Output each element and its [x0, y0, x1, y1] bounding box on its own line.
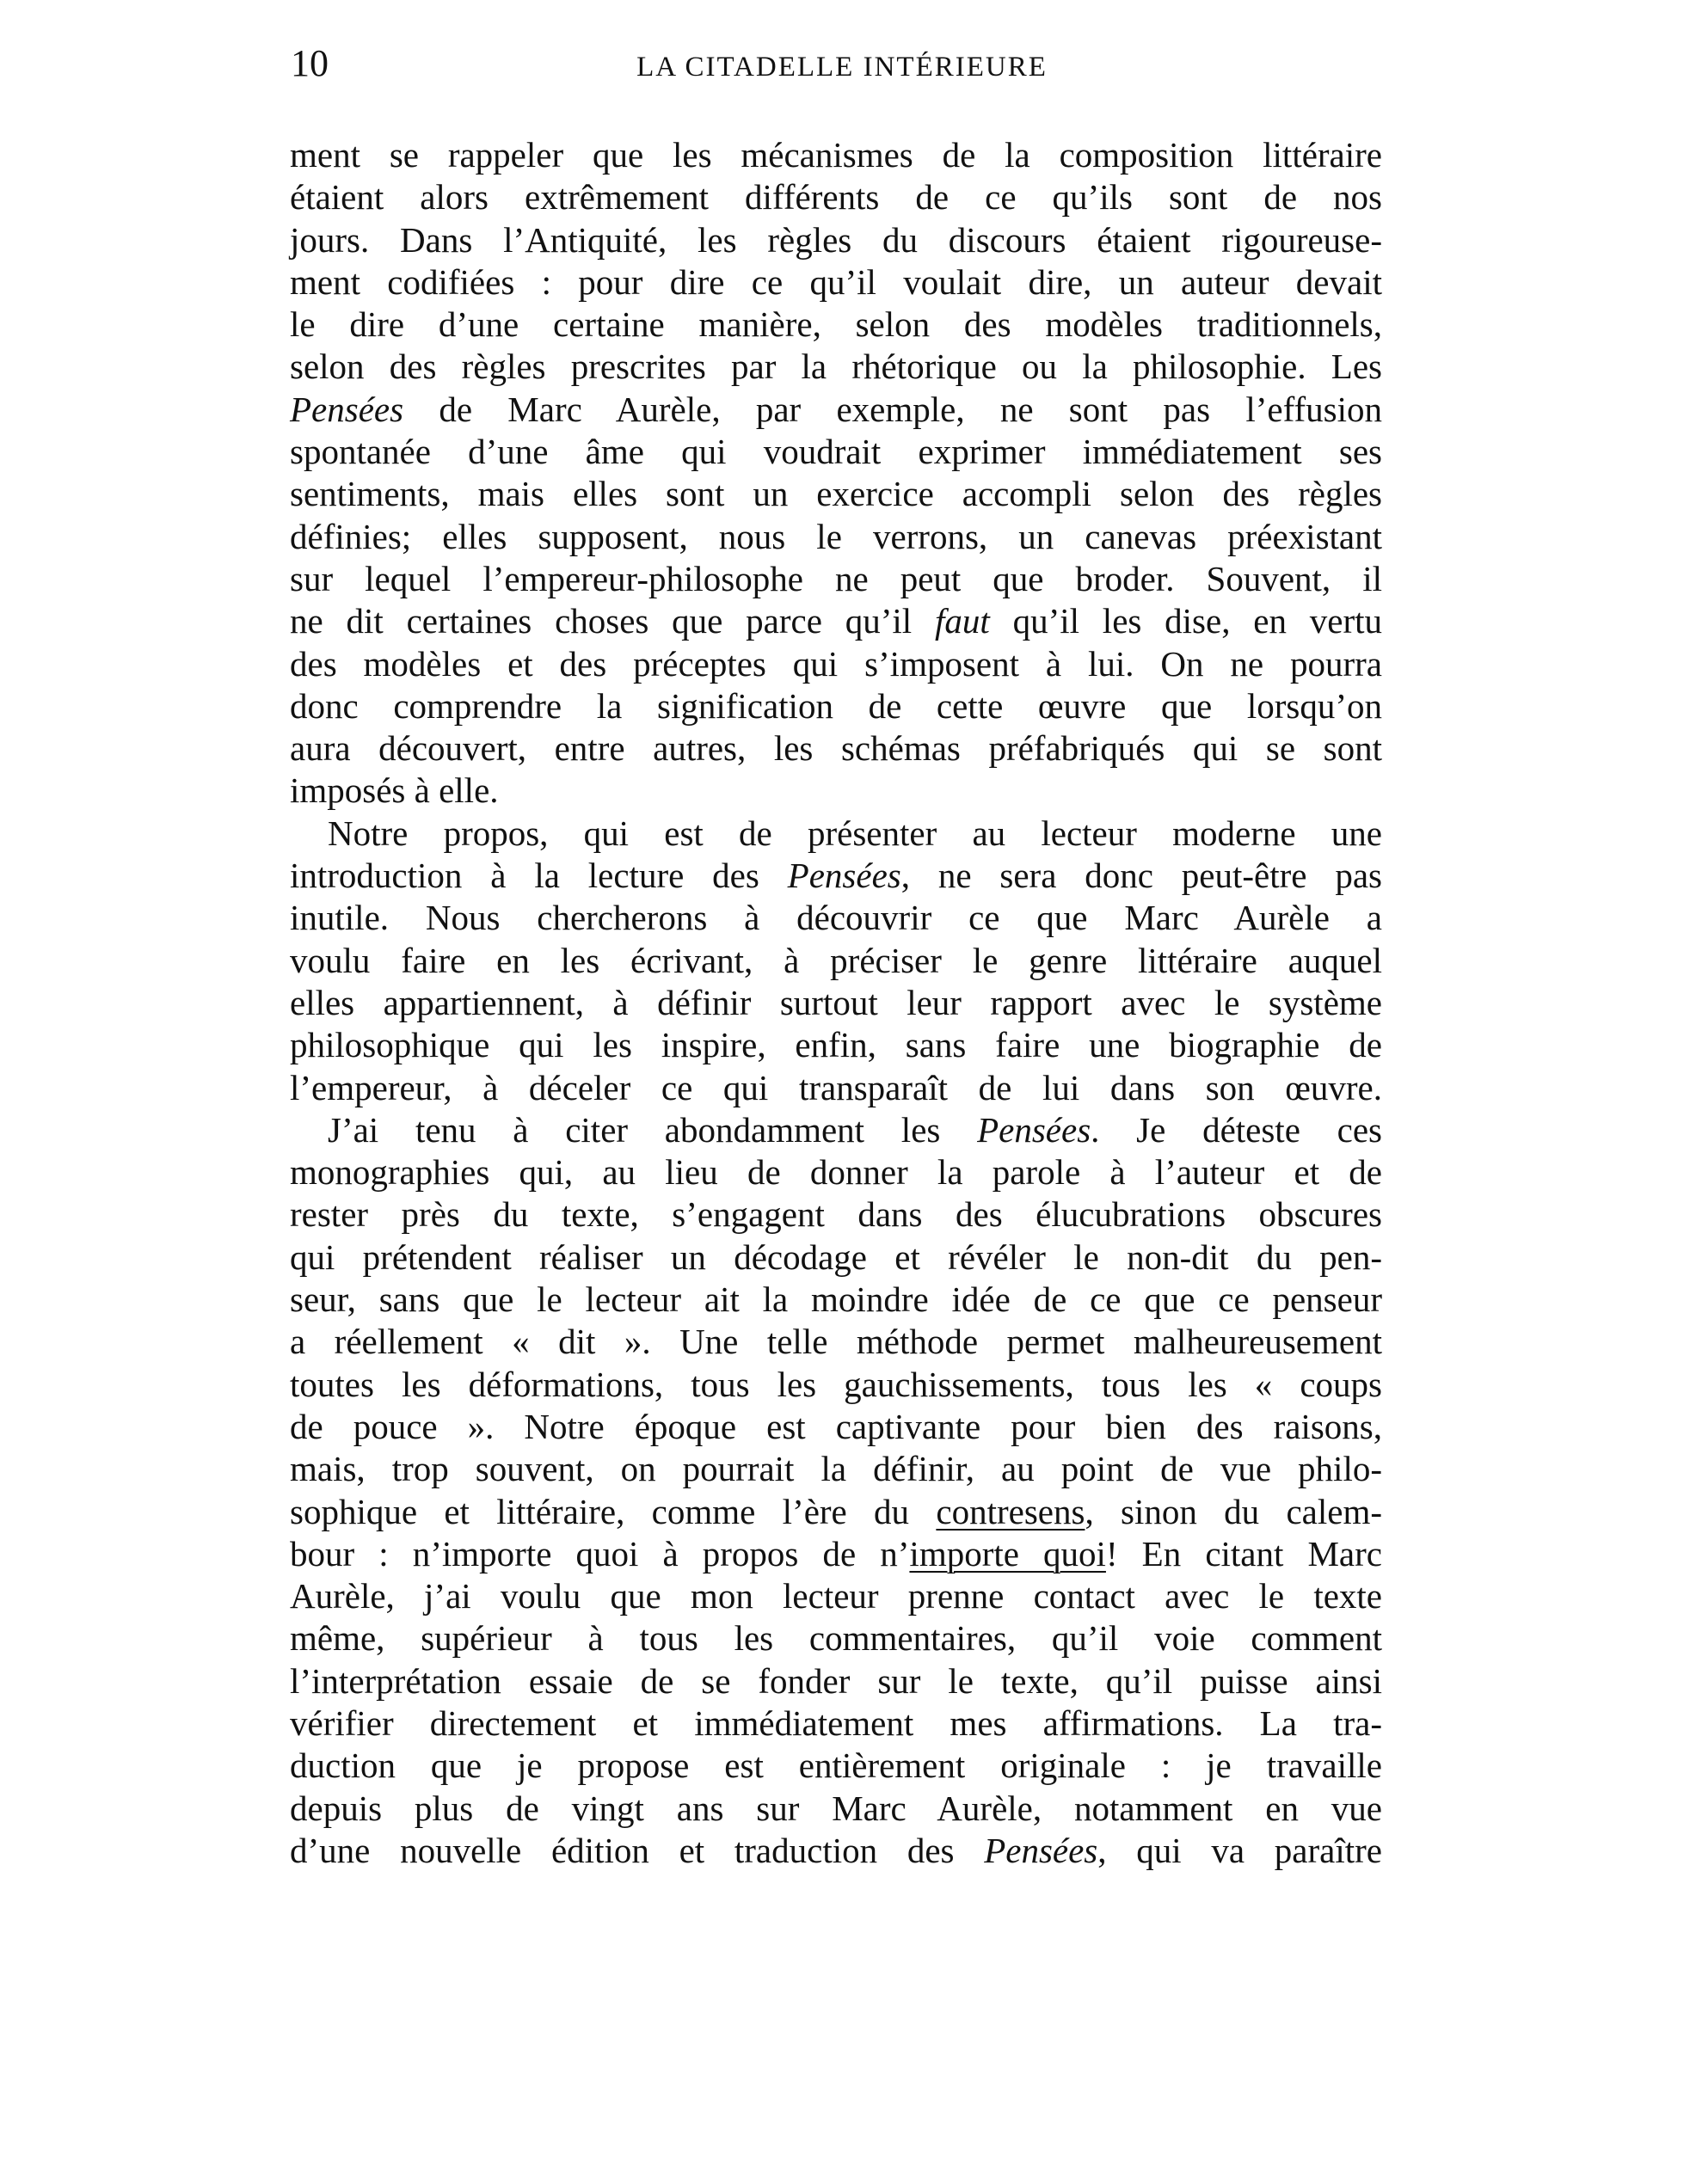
text-span: spontanée d’une âme qui voudrait exprimer immédiatement ses	[290, 432, 1382, 472]
text-line	[290, 1279, 1382, 1321]
underlined-text: contresens	[936, 1491, 1085, 1531]
text-span: Aurèle, j’ai voulu que mon lecteur prenne contact avec le texte	[290, 1576, 1382, 1617]
underlined-text: importe quoi	[909, 1533, 1106, 1574]
text-line	[290, 473, 1382, 515]
text-span: le dire d’une certaine manière, selon des modèles traditionnels,	[290, 304, 1382, 345]
text-span: monographies qui, au lieu de donner la parole à l’auteur et de	[290, 1152, 1382, 1193]
text-line	[290, 1067, 1382, 1109]
text-line	[290, 770, 1382, 812]
text-span: sur lequel l’empereur-philosophe ne peut que broder. Souvent, il	[290, 558, 1382, 598]
text-line	[290, 1024, 1382, 1066]
text-span: seur, sans que le lecteur ait la moindre idée de ce que ce penseur	[290, 1279, 1382, 1320]
text-line	[290, 431, 1382, 473]
text-line	[290, 727, 1382, 770]
text-line	[290, 516, 1382, 558]
text-line	[290, 855, 1382, 897]
text-span: ne dit certaines choses que parce qu’il	[290, 601, 935, 641]
text-span: rester près du texte, s’engagent dans des élucubrations obscures	[290, 1194, 1382, 1235]
text-line	[290, 897, 1382, 939]
text-line	[290, 1236, 1382, 1279]
text-line	[290, 940, 1382, 982]
text-span: sophique et littéraire, comme l’ère du	[290, 1491, 937, 1531]
text-span: . Je déteste ces	[1091, 1109, 1382, 1150]
text-line	[290, 1193, 1382, 1236]
text-line	[290, 982, 1382, 1024]
text-span: ment codifiées : pour dire ce qu’il voulait dire, un auteur devait	[290, 261, 1382, 302]
text-span: inutile. Nous chercherons à découvrir ce que Marc Aurèle a	[290, 898, 1382, 938]
text-span: duction que je propose est entièrement originale : je travaille	[290, 1745, 1382, 1786]
text-line	[290, 389, 1382, 431]
text-span: qui prétendent réaliser un décodage et révéler le non-dit du pen-	[290, 1236, 1382, 1277]
text-span: sentiments, mais elles sont un exercice accompli selon des règles	[290, 474, 1382, 514]
text-span: ment se rappeler que les mécanismes de la composition littéraire	[290, 135, 1382, 175]
text-line	[290, 1109, 1382, 1151]
text-span: l’empereur, à déceler ce qui transparaît de lui dans son œuvre.	[290, 1067, 1382, 1107]
text-span: imposés à elle.	[290, 770, 499, 811]
text-span: des modèles et des préceptes qui s’imposent à lui. On ne pourra	[290, 643, 1382, 684]
text-span: d’une nouvelle édition et traduction des	[290, 1830, 985, 1870]
text-span: a réellement « dit ». Une telle méthode permet malheureusement	[290, 1322, 1382, 1362]
text-line	[290, 134, 1382, 176]
text-span: ! En citant Marc	[1105, 1533, 1382, 1574]
body-text	[290, 134, 1382, 1872]
text-span: introduction à la lecture des	[290, 856, 788, 896]
text-span: , qui va paraître	[1097, 1830, 1382, 1870]
text-span: voulu faire en les écrivant, à préciser le genre littéraire auquel	[290, 940, 1382, 980]
text-span: toutes les déformations, tous les gauchissements, tous les « coups	[290, 1364, 1382, 1404]
text-line	[290, 1406, 1382, 1448]
text-line	[290, 813, 1382, 855]
text-line	[290, 1533, 1382, 1575]
italic-text: Pensées	[787, 856, 901, 896]
text-span: même, supérieur à tous les commentaires, qu’il voie comment	[290, 1618, 1382, 1659]
text-line	[290, 1660, 1382, 1702]
text-span: l’interprétation essaie de se fonder sur le texte, qu’il puisse ainsi	[290, 1660, 1382, 1701]
text-span: elles appartiennent, à définir surtout leur rapport avec le système	[290, 982, 1382, 1022]
text-line	[290, 346, 1382, 388]
text-line	[290, 176, 1382, 218]
text-line	[290, 1745, 1382, 1787]
text-span: depuis plus de vingt ans sur Marc Aurèle, notamment en vue	[290, 1788, 1382, 1828]
text-line	[290, 1448, 1382, 1490]
text-line	[290, 261, 1382, 304]
text-line	[290, 1702, 1382, 1745]
text-span: , ne sera donc peut-être pas	[900, 856, 1382, 896]
text-span: vérifier directement et immédiatement mes affirmations. La tra-	[290, 1702, 1382, 1743]
text-span: de Marc Aurèle, par exemple, ne sont pas l’effusion	[403, 389, 1382, 429]
text-line	[290, 1830, 1382, 1872]
text-line	[290, 558, 1382, 600]
text-span: selon des règles prescrites par la rhétorique ou la philosophie. Les	[290, 347, 1382, 387]
text-span: , sinon du calem-	[1085, 1491, 1382, 1531]
text-span: de pouce ». Notre époque est captivante pour bien des raisons,	[290, 1406, 1382, 1446]
text-span: qu’il les dise, en vertu	[989, 601, 1382, 641]
text-span: J’ai tenu à citer abondamment les	[328, 1109, 978, 1150]
text-span: Notre propos, qui est de présenter au lecteur moderne une	[328, 813, 1382, 853]
text-span: bour : n’importe quoi à propos de n’	[290, 1533, 910, 1574]
italic-text: Pensées	[984, 1830, 1098, 1870]
text-line	[290, 643, 1382, 685]
text-line	[290, 1788, 1382, 1830]
text-line	[290, 1151, 1382, 1193]
text-span: jours. Dans l’Antiquité, les règles du discours étaient rigoureuse-	[290, 219, 1382, 260]
text-line	[290, 685, 1382, 727]
italic-text: Pensées	[977, 1109, 1091, 1150]
text-line	[290, 1617, 1382, 1659]
text-span: définies; elles supposent, nous le verrons, un canevas préexistant	[290, 516, 1382, 556]
text-line	[290, 1321, 1382, 1363]
running-title	[0, 53, 1684, 82]
text-span: mais, trop souvent, on pourrait la définir, au point de vue philo-	[290, 1449, 1382, 1489]
text-line	[290, 1364, 1382, 1406]
text-span: aura découvert, entre autres, les schémas préfabriqués qui se sont	[290, 728, 1382, 769]
running-title-text: LA CITADELLE INTÉRIEURE	[636, 52, 1048, 83]
page-number: 10	[291, 42, 329, 84]
text-span: donc comprendre la signification de cette œuvre que lorsqu’on	[290, 685, 1382, 726]
text-line	[290, 304, 1382, 346]
text-span: étaient alors extrêmement différents de ce qu’ils sont de nos	[290, 177, 1382, 218]
italic-text: faut	[934, 601, 990, 641]
text-line	[290, 600, 1382, 642]
text-line	[290, 1575, 1382, 1617]
text-line	[290, 219, 1382, 261]
italic-text: Pensées	[290, 389, 404, 429]
text-span: philosophique qui les inspire, enfin, sans faire une biographie de	[290, 1025, 1382, 1065]
text-line	[290, 1491, 1382, 1533]
